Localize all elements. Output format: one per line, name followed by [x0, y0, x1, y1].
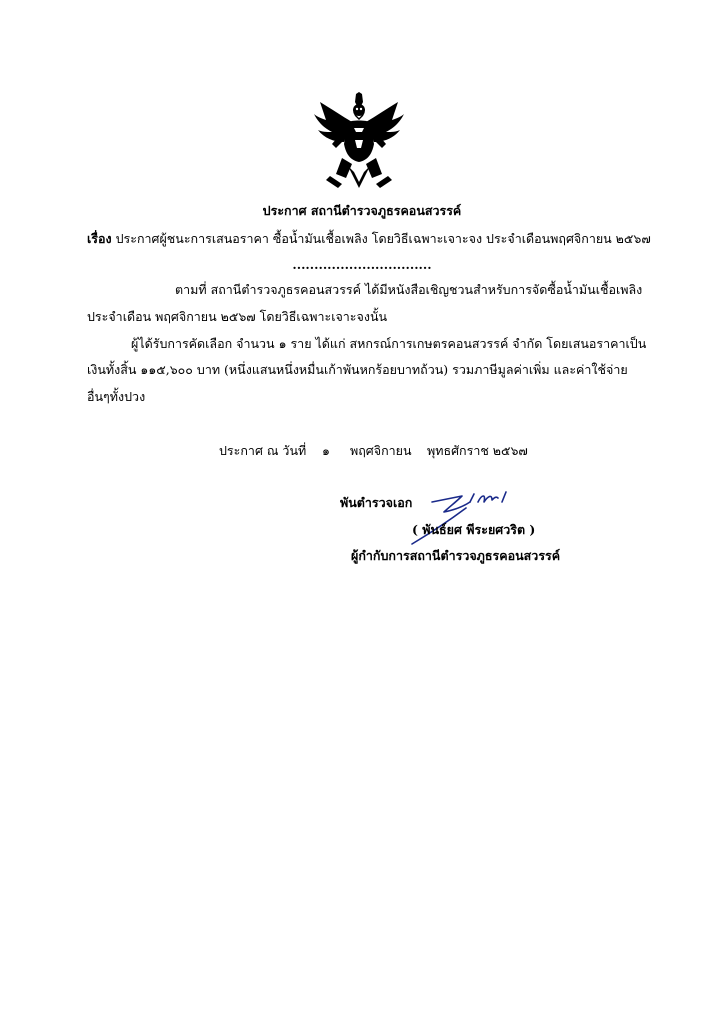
paragraph2-line1: ผู้ได้รับการคัดเลือก จำนวน ๑ ราย ได้แก่ สหกรณ์การเกษตรคอนสวรรค์ จำกัด โดยเสนอราคาเป็น [131, 336, 647, 351]
date-year: พุทธศักราช ๒๕๖๗ [427, 443, 528, 458]
paragraph1-line1: ตามที่ สถานีตำรวจภูธรคอนสวรรค์ ได้มีหนังสือเชิญชวนสำหรับการจัดซื้อน้ำมันเชื้อเพลิง [175, 282, 643, 297]
separator-dots: ................................ [292, 257, 432, 272]
subject-text: ประกาศผู้ชนะการเสนอราคา ซื้อน้ำมันเชื้อเพลิง โดยวิธีเฉพาะเจาะจง ประจำเดือนพฤศจิกายน ๒๕๖๗ [115, 231, 651, 246]
paragraph2-line2: เงินทั้งสิ้น ๑๑๕,๖๐๐ บาท (หนึ่งแสนหนึ่งหมื่นเก้าพันหกร้อยบาทถ้วน) รวมภาษีมูลค่าเพิ่ม และค่าใช้จ่าย [87, 362, 628, 377]
garuda-emblem-icon [312, 92, 406, 192]
subject-label: เรื่อง [87, 231, 112, 246]
date-month: พฤศจิกายน [350, 443, 412, 458]
date-day: ๑ [322, 443, 330, 458]
signer-rank: พันตำรวจเอก [340, 495, 413, 510]
subject-line [87, 231, 651, 247]
signer-name: ( พันธ์ยศ พีระยศวริต ) [412, 522, 536, 537]
announcement-title: ประกาศ สถานีตำรวจภูธรคอนสวรรค์ [262, 203, 462, 218]
paragraph2-line3: อื่นๆทั้งปวง [87, 389, 146, 404]
date-prefix: ประกาศ ณ วันที่ [219, 443, 307, 458]
paragraph1-line2: ประจำเดือน พฤศจิกายน ๒๕๖๗ โดยวิธีเฉพาะเจาะจงนั้น [87, 309, 388, 324]
signer-position: ผู้กำกับการสถานีตำรวจภูธรคอนสวรรค์ [351, 548, 561, 563]
